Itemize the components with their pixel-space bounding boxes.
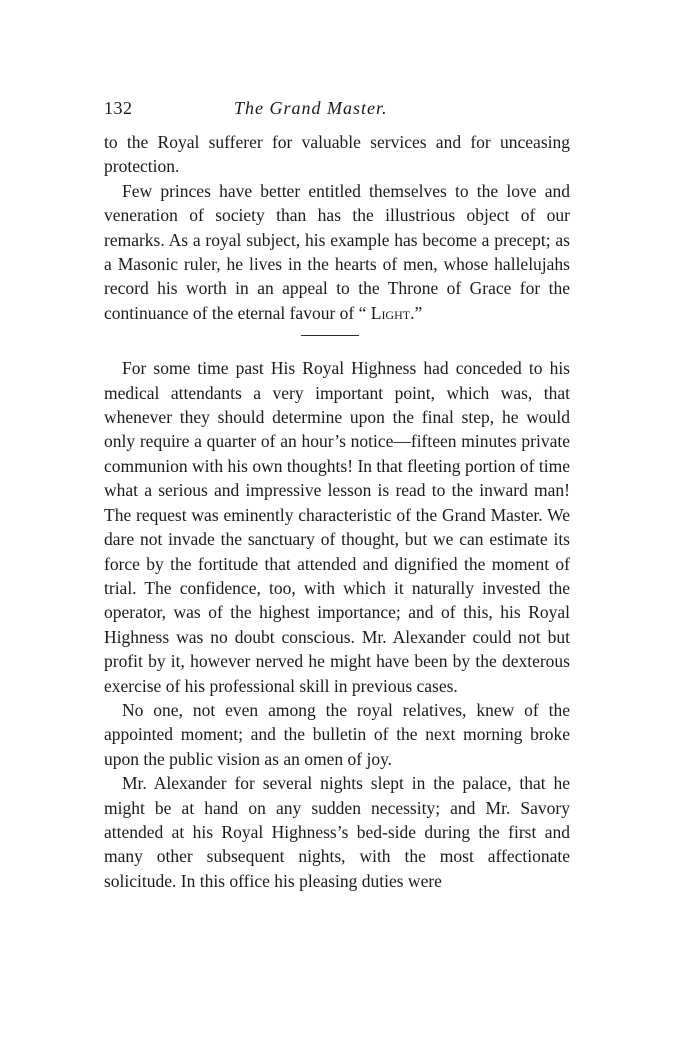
small-caps-word: Light bbox=[370, 302, 411, 323]
page-number: 132 bbox=[104, 98, 133, 118]
section-divider bbox=[301, 335, 359, 336]
running-title: The Grand Master. bbox=[234, 98, 388, 118]
page-header bbox=[104, 96, 570, 130]
paragraph-4 bbox=[104, 698, 570, 771]
paragraph-3-text: For some time past His Royal Highness had conceded to his medical attendants a very important point, which was, that whenever they should determine upon the final step, he would only require a quarter of an hour’s notice—fifteen minutes private communion with his own thoughts! In that fleeting portion of time what a serious and impressive lesson is read to the inward man! The request was eminently characteristic of the Grand Master. We dare not invade the sanctuary of thought, but we can estimate its force by the fortitude that attended and dignified the moment of trial. The confidence, too, with which it naturally invested the operator, was of the highest importance; and of this, his Royal Highness was no doubt conscious. Mr. Alexander could not but profit by it, however nerved he might have been by the dexterous exercise of his professional skill in previous cases. bbox=[104, 358, 570, 696]
paragraph-3 bbox=[104, 356, 570, 698]
paragraph-1 bbox=[104, 130, 570, 179]
book-page bbox=[104, 96, 570, 893]
paragraph-5 bbox=[104, 771, 570, 893]
paragraph-2 bbox=[104, 179, 570, 325]
paragraph-1-text: to the Royal sufferer for valuable services and for unceasing protection. bbox=[104, 132, 570, 177]
paragraph-4-text: No one, not even among the royal relatives, knew of the appointed moment; and the bulletin of the next morning broke upon the public vision as an omen of joy. bbox=[104, 699, 570, 769]
paragraph-5-text: Mr. Alexander for several nights slept in the palace, that he might be at hand on any sudden necessity; and Mr. Savory attended at his Royal Highness’s bed-side during the first and many other subsequent nights, with the most affectionate solicitude. In this office his pleasing duties were bbox=[104, 773, 570, 891]
paragraph-2-end: .” bbox=[410, 302, 423, 323]
paragraph-2-text: Few princes have better entitled themselves to the love and veneration of society than has the illustrious object of our remarks. As a royal subject, his example has become a precept; as a Masonic ruler, he lives in the hearts of men, whose hallelujahs record his worth in an appeal to the Throne of Grace for the continuance of the eternal favour of “ bbox=[104, 180, 570, 323]
